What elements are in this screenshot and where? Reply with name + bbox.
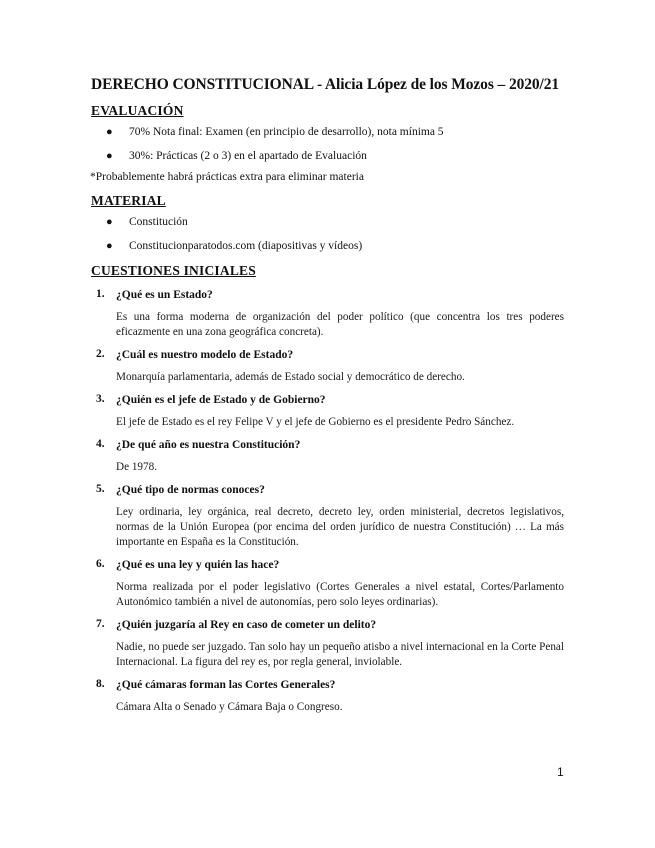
answer-text: Es una forma moderna de organización del poder político (que concentra los tres poderes eficazmente en una zona geográfica concreta). [116, 311, 564, 338]
list-item [91, 239, 564, 253]
question-text: ¿Qué cámaras forman las Cortes Generales? [116, 679, 336, 691]
answer-text: Cámara Alta o Senado y Cámara Baja o Congreso. [116, 701, 343, 713]
question-item [91, 288, 564, 340]
question-number: 3. [96, 393, 105, 405]
question-number: 4. [96, 438, 105, 450]
question-number: 8. [96, 678, 105, 690]
question-text: ¿De qué año es nuestra Constitución? [116, 439, 301, 451]
question-number: 6. [96, 558, 105, 570]
answer-text: De 1978. [116, 461, 158, 473]
page-number: 1 [557, 765, 564, 779]
section-heading-cuestiones: CUESTIONES INICIALES [91, 263, 256, 278]
question-text: ¿Quién juzgaría al Rey en caso de cometer un delito? [116, 619, 377, 631]
question-number: 2. [96, 348, 105, 360]
question-item [91, 618, 564, 670]
list-item-text: 70% Nota final: Examen (en principio de desarrollo), nota mínima 5 [129, 126, 444, 138]
list-item [91, 149, 564, 163]
list-item-text: 30%: Prácticas (2 o 3) en el apartado de Evaluación [129, 150, 367, 162]
question-text: ¿Cuál es nuestro modelo de Estado? [116, 349, 294, 361]
question-text: ¿Qué es un Estado? [116, 289, 213, 301]
document-title: DERECHO CONSTITUCIONAL - Alicia López de los Mozos – 2020/21 [91, 76, 560, 93]
evaluacion-note: *Probablemente habrá prácticas extra para eliminar materia [90, 171, 364, 183]
bullet-icon: ● [106, 126, 113, 138]
cuestiones-list [91, 288, 564, 715]
list-item [91, 215, 564, 229]
section-heading-evaluacion: EVALUACIÓN [91, 103, 184, 118]
question-item [91, 483, 564, 550]
answer-text: Norma realizada por el poder legislativo (Cortes Generales a nivel estatal, Cortes/Parlamento Autonómico también a nivel de autonomías, pero solo leyes ordinarias). [116, 581, 564, 608]
bullet-icon: ● [106, 150, 113, 162]
question-text: ¿Qué es una ley y quién las hace? [116, 559, 280, 571]
answer-text: El jefe de Estado es el rey Felipe V y el jefe de Gobierno es el presidente Pedro Sánchez. [116, 416, 515, 428]
question-item [91, 558, 564, 610]
question-number: 1. [96, 288, 105, 300]
question-text: ¿Qué tipo de normas conoces? [116, 484, 265, 496]
bullet-icon: ● [106, 240, 113, 252]
question-number: 5. [96, 483, 105, 495]
question-number: 7. [96, 618, 105, 630]
evaluacion-list [91, 125, 564, 163]
list-item-text: Constitución [129, 216, 188, 228]
question-item [91, 393, 564, 430]
material-list [91, 215, 564, 253]
question-item [91, 348, 564, 385]
bullet-icon: ● [106, 216, 113, 228]
document-page [91, 76, 564, 723]
answer-text: Ley ordinaria, ley orgánica, real decreto, decreto ley, orden ministerial, decretos legislativos, normas de la Unión Europea (por encima del orden jurídico de nuestra Constitución) … La más importante en España es la Constitución. [116, 506, 564, 548]
question-item [91, 438, 564, 475]
section-heading-material: MATERIAL [91, 193, 166, 208]
question-text: ¿Quién es el jefe de Estado y de Gobierno? [116, 394, 326, 406]
list-item-text: Constitucionparatodos.com (diapositivas y vídeos) [129, 240, 363, 252]
question-item [91, 678, 564, 715]
list-item [91, 125, 564, 139]
answer-text: Nadie, no puede ser juzgado. Tan solo hay un pequeño atisbo a nivel internacional en la Corte Penal Internacional. La figura del rey es, por regla general, inviolable. [116, 641, 564, 668]
answer-text: Monarquía parlamentaria, además de Estado social y democrático de derecho. [116, 371, 465, 383]
